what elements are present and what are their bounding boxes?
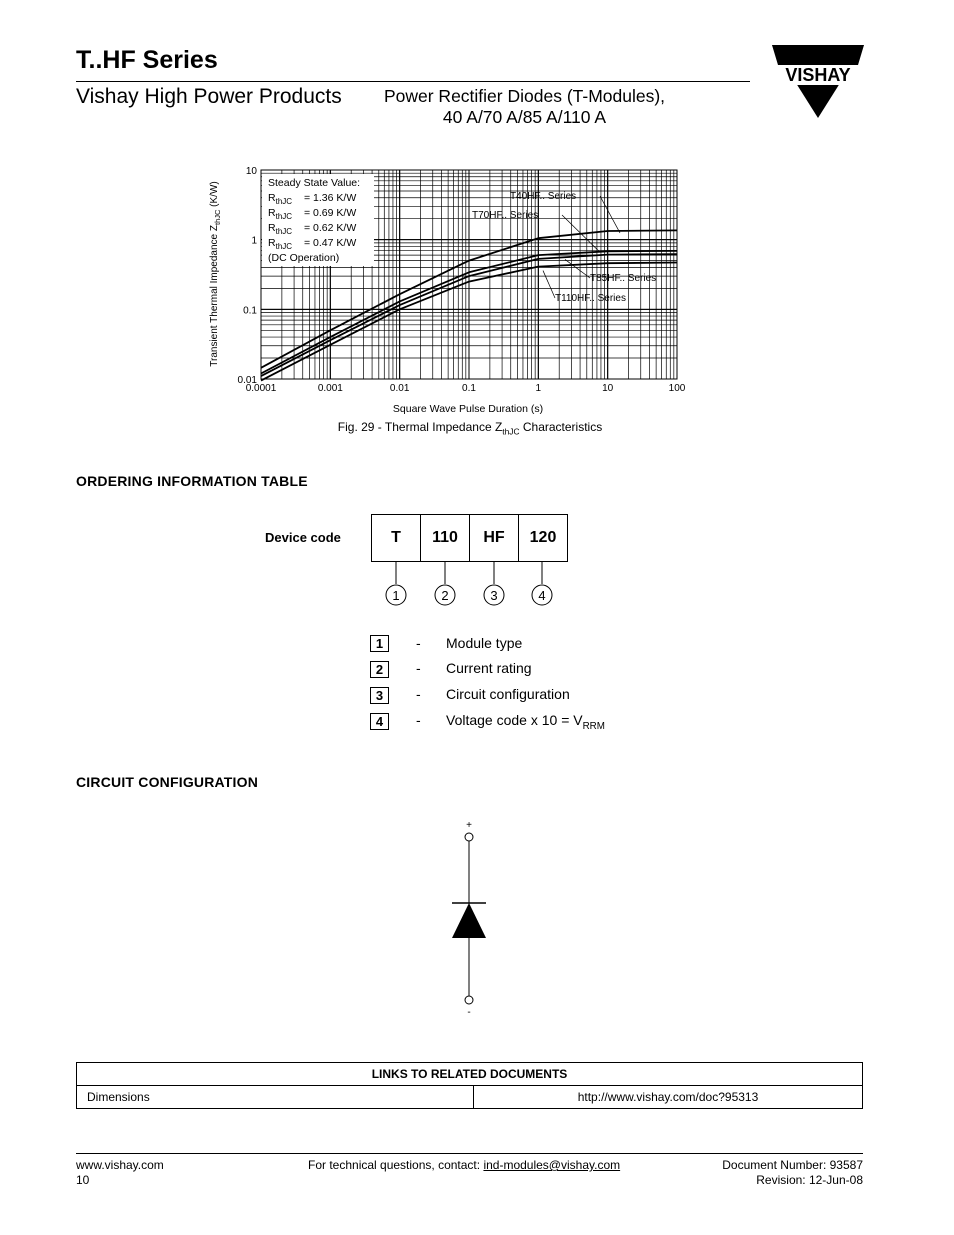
minus-terminal-label: - xyxy=(467,1007,471,1018)
footer-page: 10 xyxy=(76,1173,90,1187)
legend-row-3: $R_{thJC} = 0.62$ K/W xyxy=(268,222,357,236)
thermal-impedance-chart xyxy=(200,160,700,442)
callout-num-3: 3 xyxy=(490,588,498,603)
x-tick-label: 0.001 xyxy=(317,383,343,394)
device-code-label: Device code xyxy=(265,530,341,545)
legend-text-1: Module type xyxy=(446,635,523,651)
footer-right xyxy=(722,1158,863,1188)
y-tick-label: 1 xyxy=(251,235,257,247)
diode-triangle xyxy=(452,903,486,938)
revision: Revision: 12-Jun-08 xyxy=(756,1173,863,1187)
diode-circuit xyxy=(440,815,500,1025)
legend-dash-2: - xyxy=(416,660,421,676)
y-axis-label: Transient Thermal Impedance $Z_{thJC}$ (K/W) xyxy=(209,181,222,367)
figure-caption: Fig. 29 - Thermal Impedance $Z_{thJC}$ Characteristics xyxy=(337,420,603,437)
code-box-2: 110 xyxy=(420,514,470,562)
y-tick-label: 0.01 xyxy=(237,375,257,386)
product-line-2: 40 A/70 A/85 A/110 A xyxy=(442,107,607,127)
legend-dash-1: - xyxy=(416,635,421,651)
series-label-0: T40HF.. Series xyxy=(510,191,577,202)
legend-dash-4: - xyxy=(416,712,421,728)
legend-text-4: Voltage code x $10 = V_{RRM}$ xyxy=(446,712,605,732)
x-tick-label: 0.1 xyxy=(462,383,476,394)
y-tick-label: 10 xyxy=(245,166,257,177)
ordering-heading: ORDERING INFORMATION TABLE xyxy=(76,473,308,489)
legend-row-2: $R_{thJC} = 0.69$ K/W xyxy=(268,207,357,221)
code-box-3: HF xyxy=(469,514,519,562)
footer-site[interactable]: www.vishay.com xyxy=(76,1158,164,1172)
series-leader-2 xyxy=(565,259,590,278)
circuit-heading: CIRCUIT CONFIGURATION xyxy=(76,774,259,790)
x-tick-label: 0.0001 xyxy=(245,383,277,394)
x-tick-label: 10 xyxy=(602,383,614,394)
plus-terminal-label: + xyxy=(466,820,472,831)
footer-left xyxy=(76,1158,164,1188)
legend-row-4: $R_{thJC} = 0.47$ K/W xyxy=(268,237,357,251)
x-tick-label: 100 xyxy=(668,383,686,394)
y-tick-label: 0.1 xyxy=(243,305,257,317)
legend-text-2: Current rating xyxy=(446,660,532,676)
series-title: T..HF Series xyxy=(76,46,218,74)
footer-rule xyxy=(76,1153,863,1154)
footer-contact: For technical questions, contact: ind-modules@vishay.com xyxy=(308,1158,621,1172)
series-leader-3 xyxy=(543,271,555,298)
link-url-dimensions[interactable]: http://www.vishay.com/doc?95313 xyxy=(474,1086,863,1109)
callout-num-1: 1 xyxy=(392,588,400,603)
legend-num-2: 2 xyxy=(370,661,389,678)
product-description xyxy=(377,86,672,128)
callout-num-4: 4 xyxy=(538,588,546,603)
x-axis-label: Square Wave Pulse Duration (s) xyxy=(392,403,544,415)
legend-num-3: 3 xyxy=(370,687,389,704)
product-line-1: Power Rectifier Diodes (T-Modules), xyxy=(383,86,666,106)
callout-num-2: 2 xyxy=(441,588,449,603)
links-header: LINKS TO RELATED DOCUMENTS xyxy=(77,1063,863,1086)
header-rule xyxy=(76,81,750,82)
legend-text-3: Circuit configuration xyxy=(446,686,570,702)
series-label-1: T70HF.. Series xyxy=(472,210,539,221)
legend-num-4: 4 xyxy=(370,713,389,730)
legend-footer: (DC Operation) xyxy=(268,252,340,264)
minus-terminal xyxy=(465,996,473,1004)
company-subtitle: Vishay High Power Products xyxy=(76,85,342,108)
code-box-4: 120 xyxy=(518,514,568,562)
code-box-1: T xyxy=(371,514,421,562)
code-callouts xyxy=(370,560,570,610)
x-tick-label: 0.01 xyxy=(389,383,410,394)
plus-terminal xyxy=(465,833,473,841)
link-name-dimensions: Dimensions xyxy=(77,1086,474,1109)
legend-dash-3: - xyxy=(416,686,421,702)
legend-row-1: $R_{thJC} = 1.36$ K/W xyxy=(268,192,357,206)
links-table xyxy=(76,1062,863,1109)
series-leader-0 xyxy=(600,196,620,233)
logo-text: VISHAY xyxy=(785,65,851,85)
legend-title: Steady State Value: xyxy=(268,177,361,189)
legend-num-1: 1 xyxy=(370,635,389,652)
vishay-logo xyxy=(768,43,868,121)
series-label-2: T85HF.. Series xyxy=(590,273,657,284)
doc-number: Document Number: 93587 xyxy=(722,1158,863,1172)
series-label-3: T110HF.. Series xyxy=(555,293,626,304)
contact-email-link[interactable]: ind-modules@vishay.com xyxy=(483,1158,621,1172)
x-tick-label: 1 xyxy=(535,383,542,394)
